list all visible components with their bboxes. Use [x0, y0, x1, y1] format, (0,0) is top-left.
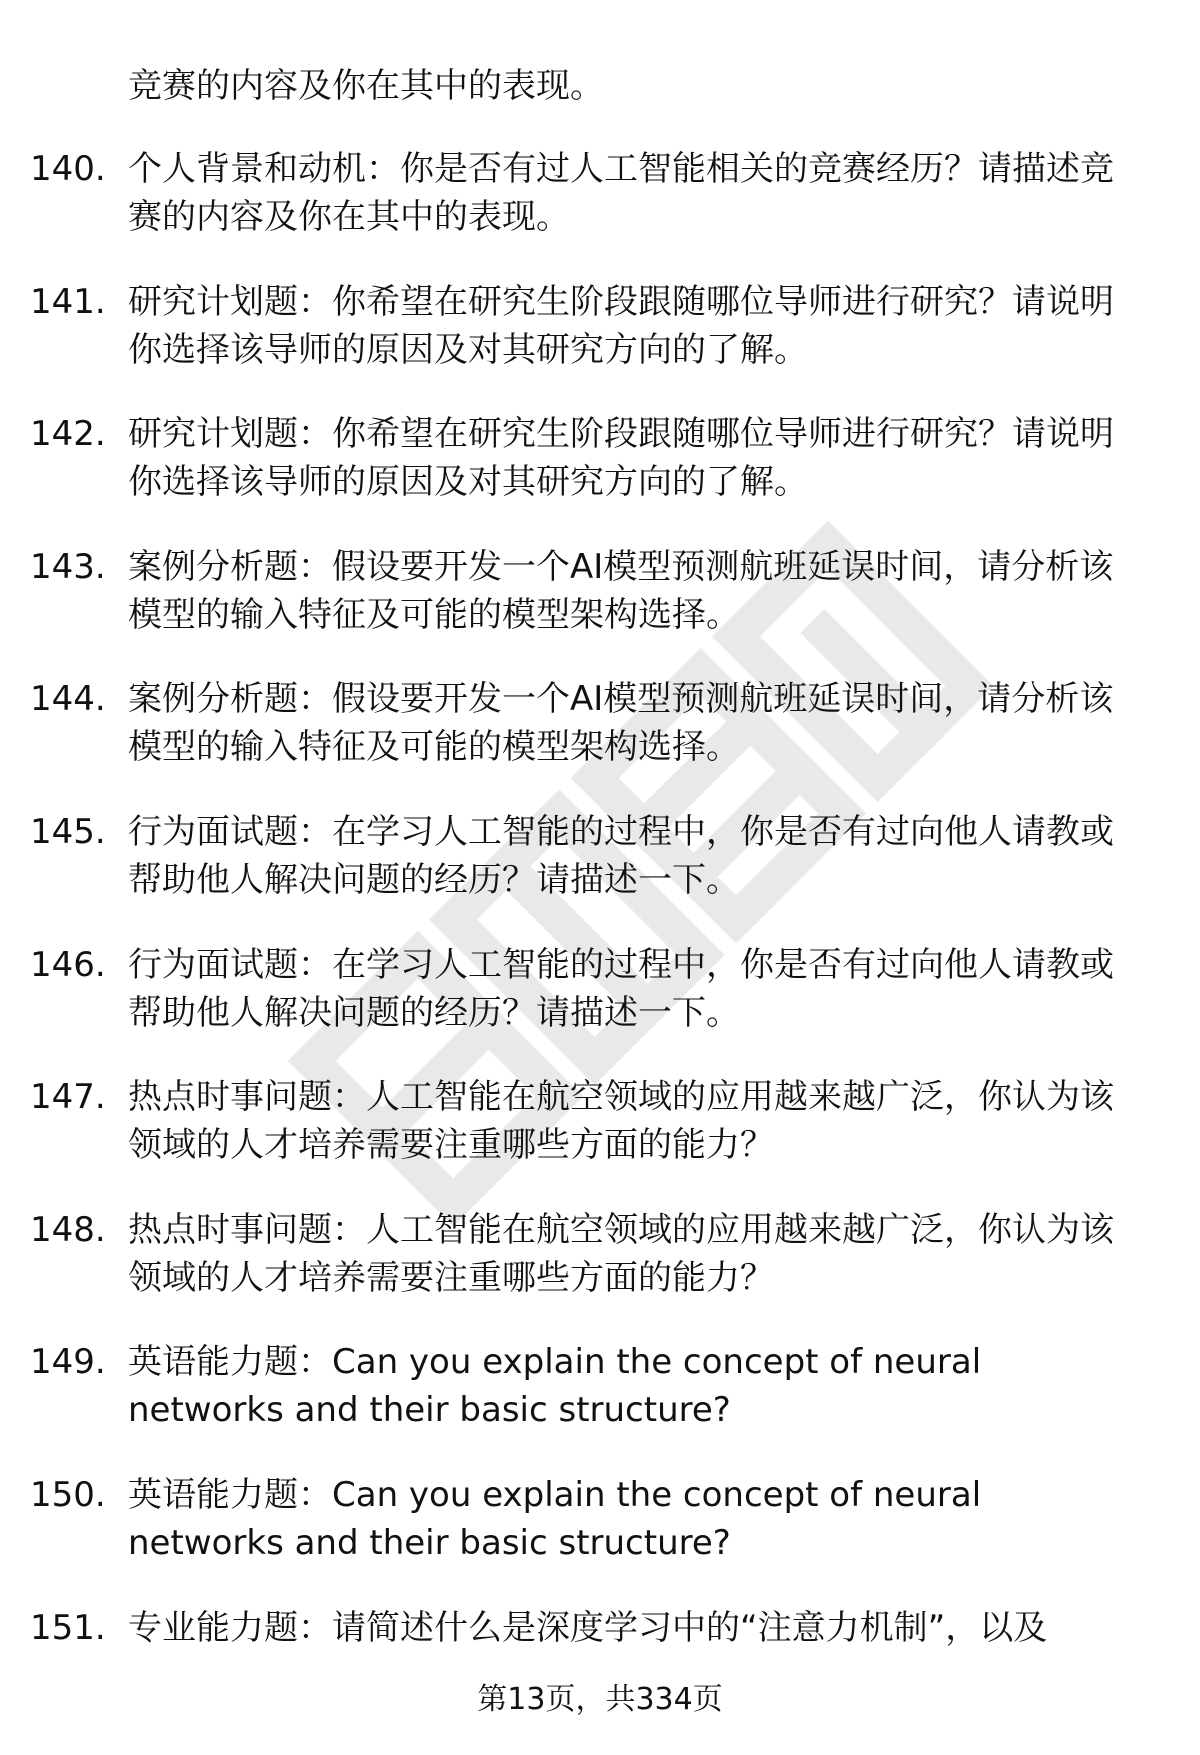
item-number: 142. [30, 414, 106, 455]
item-number: 143. [30, 546, 106, 587]
continuation-text: 竞赛的内容及你在其中的表现。 [128, 66, 604, 106]
item-number: 145. [30, 811, 106, 852]
item-number: 147. [30, 1077, 106, 1118]
list-item [0, 410, 1200, 506]
list-item [0, 1471, 1200, 1567]
item-text: 研究计划题：你希望在研究生阶段跟随哪位导师进行研究？请说明你选择该导师的原因及对其研究方向的了解。 [128, 281, 1114, 370]
list-item [0, 808, 1200, 904]
item-number: 148. [30, 1209, 106, 1250]
item-number: 146. [30, 944, 106, 985]
item-number: 151. [30, 1607, 106, 1648]
item-number: 140. [30, 149, 106, 189]
list-item [0, 145, 1200, 241]
item-text: 热点时事问题：人工智能在航空领域的应用越来越广泛，你认为该领域的人才培养需要注重哪些方面的能力？ [128, 1077, 1114, 1166]
list-item [0, 543, 1200, 639]
list-item [0, 1206, 1200, 1302]
list-item [0, 1338, 1200, 1434]
item-number: 144. [30, 679, 106, 720]
list-item [0, 278, 1200, 374]
item-text: 热点时事问题：人工智能在航空领域的应用越来越广泛，你认为该领域的人才培养需要注重哪些方面的能力？ [128, 1209, 1114, 1298]
item-text: 英语能力题：Can you explain the concept of neural networks and their basic structure? [128, 1474, 982, 1563]
item-text: 英语能力题：Can you explain the concept of neural networks and their basic structure? [128, 1342, 982, 1431]
list-item [0, 675, 1200, 771]
page-footer: 第13页，共334页 [477, 1682, 723, 1717]
item-text: 个人背景和动机：你是否有过人工智能相关的竞赛经历？请描述竞赛的内容及你在其中的表现。 [128, 149, 1114, 237]
list-item [0, 1604, 1200, 1652]
item-number: 149. [30, 1342, 106, 1383]
item-text: 案例分析题：假设要开发一个AI模型预测航班延误时间，请分析该模型的输入特征及可能的模型架构选择。 [128, 679, 1114, 768]
question-list [0, 145, 1200, 1688]
item-text: 专业能力题：请简述什么是深度学习中的“注意力机制”，以及 [128, 1607, 1048, 1648]
item-number: 150. [30, 1474, 106, 1515]
list-item [0, 941, 1200, 1037]
list-item [0, 1073, 1200, 1169]
item-text: 行为面试题：在学习人工智能的过程中，你是否有过向他人请教或帮助他人解决问题的经历？请描述一下。 [128, 944, 1114, 1033]
item-text: 案例分析题：假设要开发一个AI模型预测航班延误时间，请分析该模型的输入特征及可能的模型架构选择。 [128, 546, 1114, 635]
item-number: 141. [30, 281, 106, 322]
item-text: 行为面试题：在学习人工智能的过程中，你是否有过向他人请教或帮助他人解决问题的经历？请描述一下。 [128, 811, 1114, 900]
item-text: 研究计划题：你希望在研究生阶段跟随哪位导师进行研究？请说明你选择该导师的原因及对其研究方向的了解。 [128, 414, 1114, 503]
